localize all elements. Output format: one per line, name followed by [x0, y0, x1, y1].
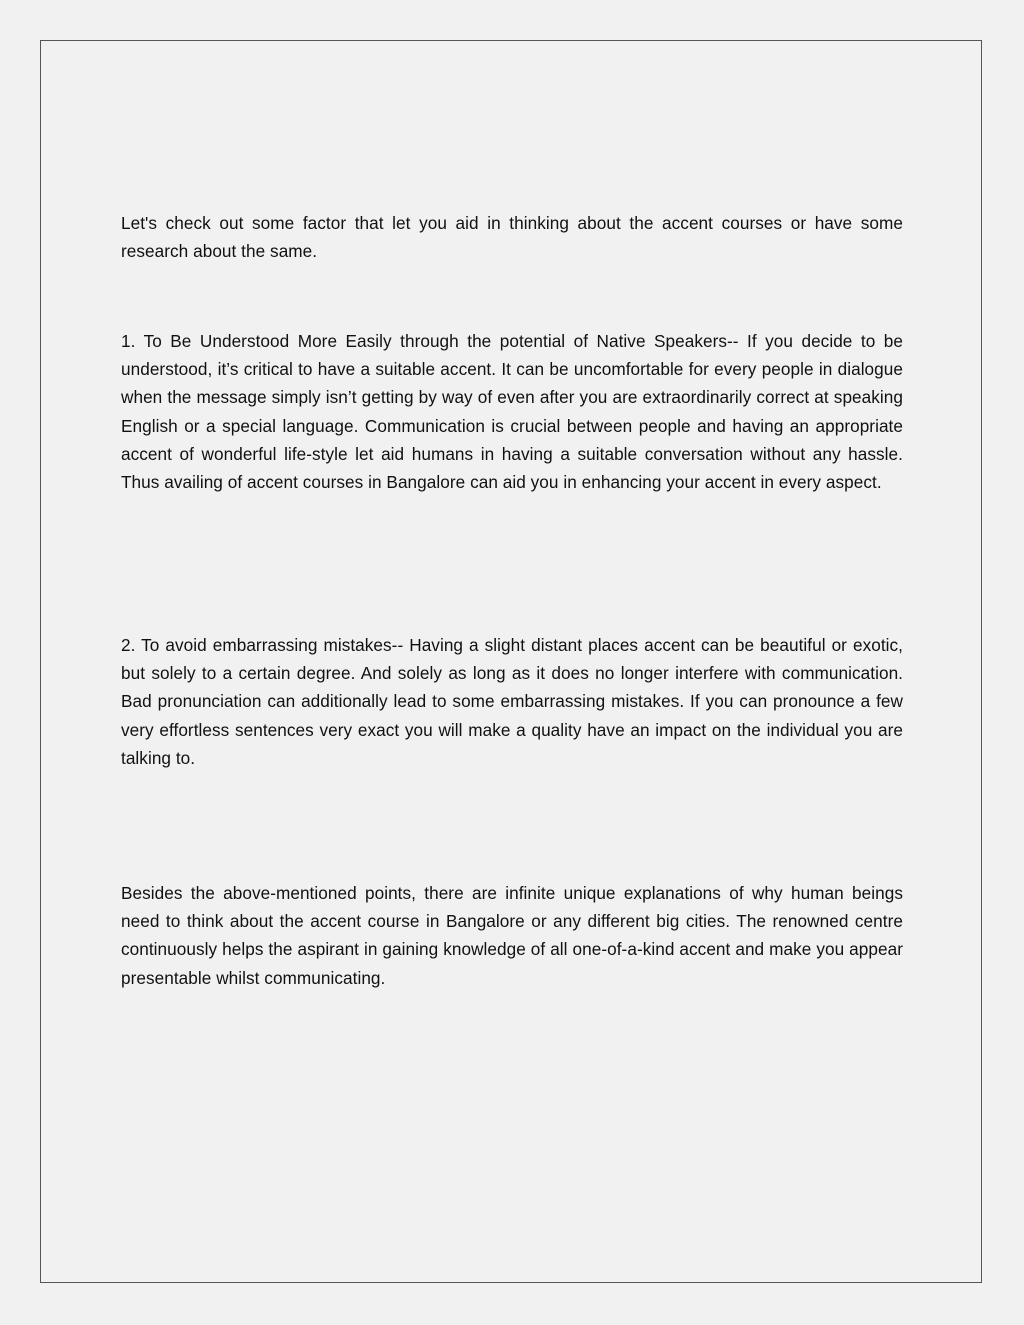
point-two-paragraph: 2. To avoid embarrassing mistakes-- Having a slight distant places accent can be beautiful or exotic, but solely to a certain degree. And solely as long as it does no longer interfere with communication. Bad pronunciation can additionally lead to some embarrassing mistakes. If you can pronounce a few very effortless sentences very exact you will make a quality have an impact on the individual you are talking to.: [121, 635, 903, 768]
conclusion-paragraph: Besides the above-mentioned points, there are infinite unique explanations of why human beings need to think about the accent course in Bangalore or any different big cities. The renowned centre continuously helps the aspirant in gaining knowledge of all one-of-a-kind accent and make you appear presentable whilst communicating.: [121, 883, 903, 988]
intro-paragraph: Let's check out some factor that let you aid in thinking about the accent courses or have some research about the same.: [121, 213, 903, 262]
point-one-paragraph: 1. To Be Understood More Easily through the potential of Native Speakers-- If you decide to be understood, it’s critical to have a suitable accent. It can be uncomfortable for every people in dialogue when the message simply isn’t getting by way of even after you are extraordinarily correct at speaking English or a special language. Communication is crucial between people and having an appropriate accent of wonderful life-style let aid humans in having a suitable conversation without any hassle. Thus availing of accent courses in Bangalore can aid you in enhancing your accent in every aspect.: [121, 331, 903, 493]
